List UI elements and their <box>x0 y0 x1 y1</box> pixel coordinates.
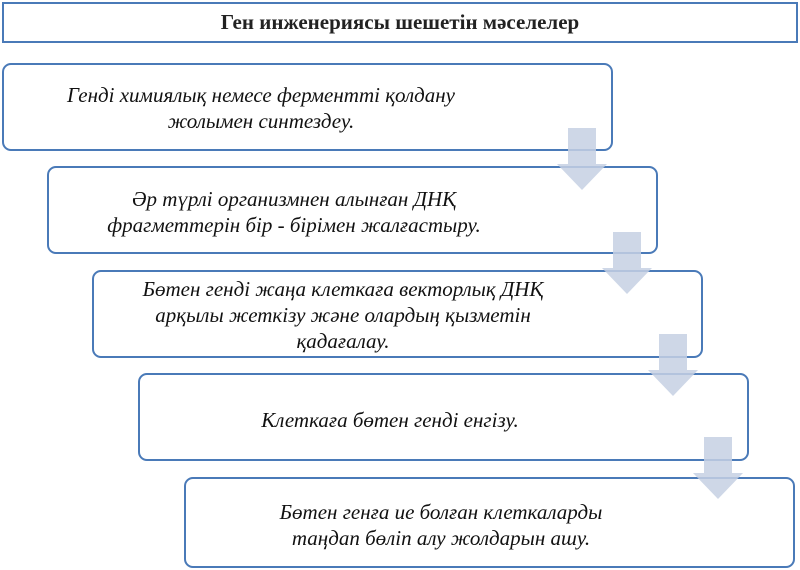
step-box-1 <box>2 63 613 151</box>
step-text: Әр түрлі организмнен алынған ДНҚ фрагметтерін бір - бірімен жалғастыру. <box>107 187 481 237</box>
diagram-title: Ген инженериясы шешетін мәселелер <box>220 10 580 34</box>
down-arrow-icon <box>557 128 607 190</box>
down-arrow-icon <box>693 437 743 499</box>
title-box <box>2 2 798 43</box>
step-text: Бөтен генға ие болған клеткаларды таңдап бөліп алу жолдарын ашу. <box>279 500 603 550</box>
down-arrow-icon <box>648 334 698 396</box>
step-text: Генді химиялық немесе ферментті қолдану жолымен синтездеу. <box>66 83 456 133</box>
down-arrow-icon <box>602 232 652 294</box>
step-text: Клеткаға бөтен генді енгізу. <box>261 408 519 432</box>
step-text: Бөтен генді жаңа клеткаға векторлық ДНҚ арқылы жеткізу және олардың қызметін қадағалау. <box>142 277 544 353</box>
